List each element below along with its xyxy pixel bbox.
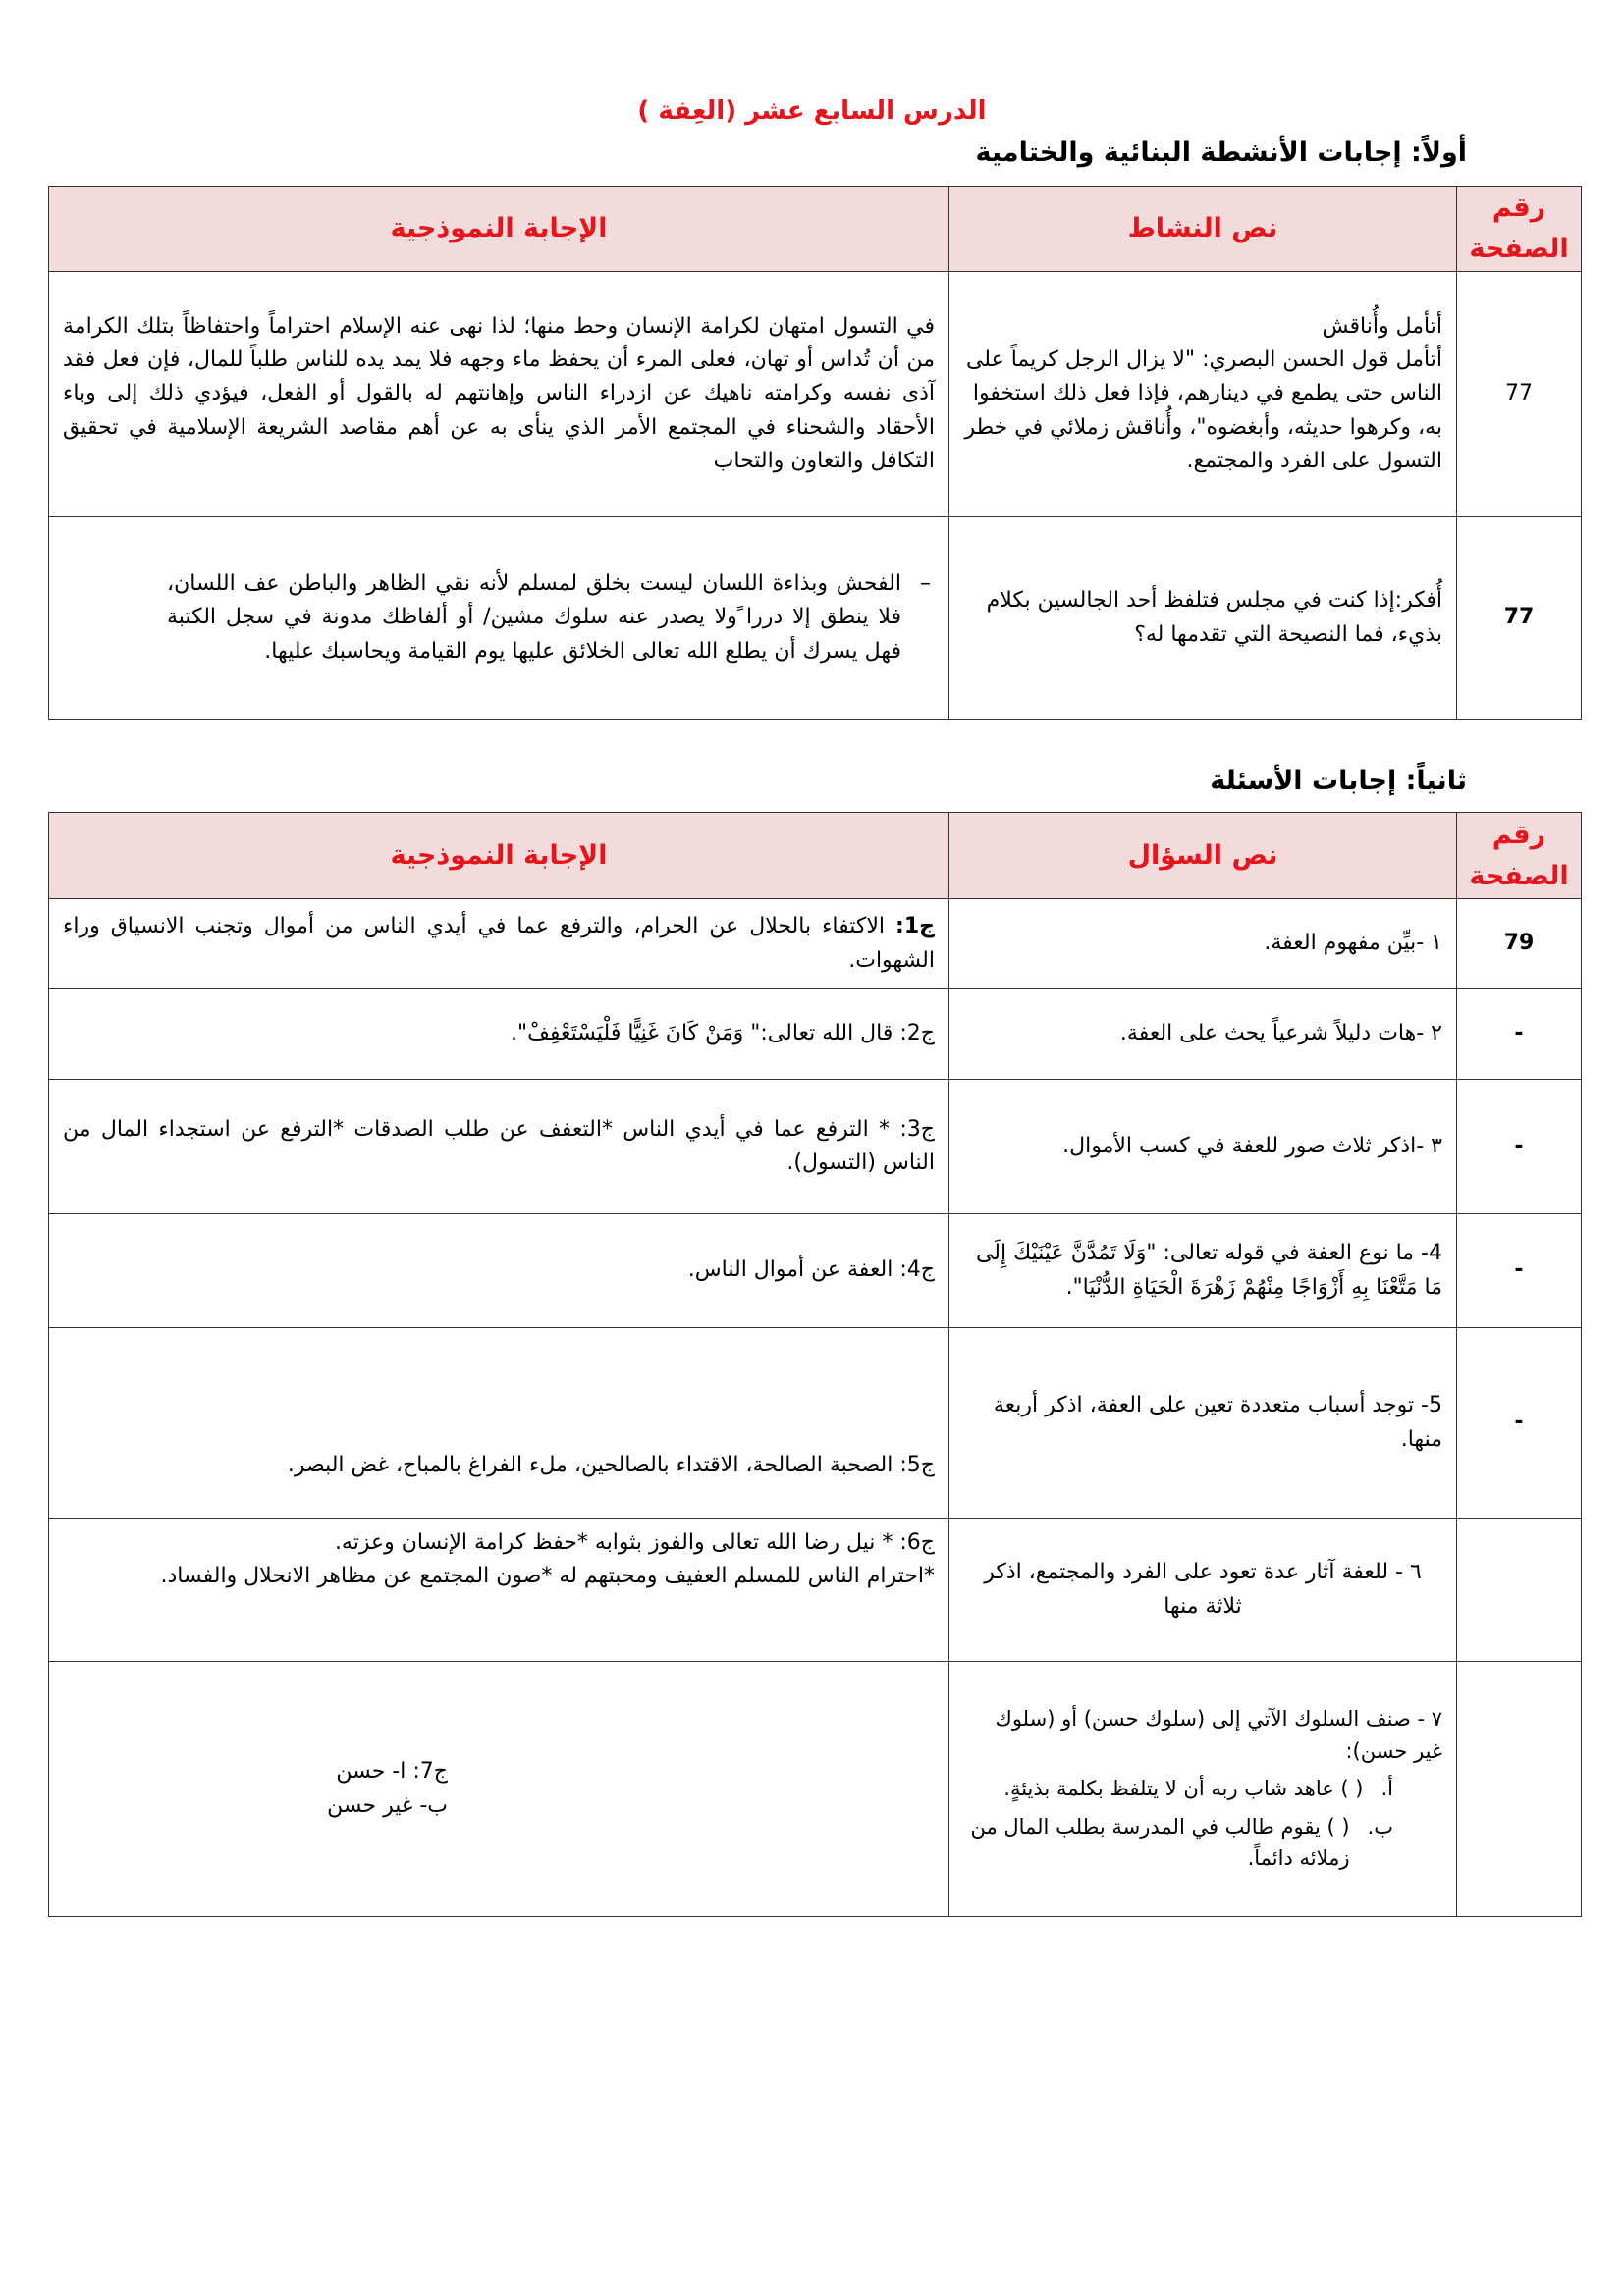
model-answer: [49, 1328, 949, 1519]
answer-text: الصحبة الصالحة، الاقتداء بالصالحين، ملء الفراغ بالمباح، غض البصر.: [287, 1452, 893, 1477]
answer-text: العفة عن أموال الناس.: [687, 1257, 893, 1283]
answer-label: ج6:: [899, 1530, 935, 1555]
item-text: ( ) يقوم طالب في المدرسة بطلب المال من زملائه دائماً.: [970, 1814, 1350, 1871]
table-row: [49, 272, 1582, 517]
question-text: 4- ما نوع العفة في قوله تعالى: "وَلَا تَمُدَّنَّ عَيْنَيْكَ إِلَى مَا مَتَّعْنَا بِهِ أَزْوَاجًا مِنْهُمْ زَهْرَةَ الْحَيَاةِ الدُّنْيَا".: [949, 1214, 1457, 1328]
answer-line: ب- غير حسن: [327, 1792, 448, 1818]
question-text: ٣ -اذكر ثلاث صور للعفة في كسب الأموال.: [949, 1080, 1457, 1214]
model-answer: [49, 517, 949, 720]
activity-text: [949, 517, 1457, 720]
header-page: رقم الصفحة: [1457, 187, 1582, 272]
answer-bullet: – الفحش وبذاءة اللسان ليست بخلق لمسلم لأنه نقي الظاهر والباطن عف اللسان، فلا ينطق إلا دررا ًولا يصدر عنه سلوك مشين/ أو ألفاظك مدونة في سجل الكتبة فهل يسرك أن يطلع الله تعالى الخلائق عليها يوم القيامة ويحاسبك عليها.: [167, 567, 935, 667]
answer-line: *احترام الناس للمسلم العفيف ومحبتهم له *صون المجتمع عن مظاهر الانحلال والفساد.: [160, 1564, 935, 1589]
answer-text: ا- حسن: [336, 1759, 406, 1785]
table-row: [49, 1519, 1582, 1662]
answer-line: [63, 1526, 935, 1560]
answer-label: ج2:: [899, 1021, 935, 1046]
question-stem: ٧ - صنف السلوك الآتي إلى (سلوك حسن) أو (سلوك غير حسن):: [995, 1707, 1442, 1763]
model-answer: [49, 899, 949, 989]
header-activity: نص النشاط: [949, 187, 1457, 272]
page-number: 79: [1457, 899, 1582, 989]
answer-label: ج1:: [895, 914, 935, 939]
page-number: 77: [1457, 272, 1582, 517]
questions-table: [48, 812, 1582, 1917]
answer-text: * الترفع عما في أيدي الناس *التعفف عن طلب الصدقات *الترفع عن استجداء المال من الناس (التسول).: [63, 1116, 935, 1175]
header-page: رقم الصفحة: [1457, 813, 1582, 899]
model-answer: [49, 1662, 949, 1917]
table-row: [49, 517, 1582, 720]
question-text: ٦ - للعفة آثار عدة تعود على الفرد والمجتمع، اذكر ثلاثة منها: [949, 1519, 1457, 1662]
item-marker: أ.: [1380, 1777, 1393, 1801]
question-sub-item: [963, 1773, 1442, 1805]
table-header-row: [49, 813, 1582, 899]
question-text: [949, 1662, 1457, 1917]
activities-table: [48, 186, 1582, 720]
answer-text: * نيل رضا الله تعالى والفوز بثوابه *حفظ كرامة الإنسان وعزته.: [334, 1530, 893, 1555]
page-number: -: [1457, 1080, 1582, 1214]
page-number: 77: [1457, 517, 1582, 720]
activity-text: [949, 272, 1457, 517]
answer-text: قال الله تعالى:" وَمَنْ كَانَ غَنِيًّا فَلْيَسْتَعْفِفْ".: [511, 1021, 893, 1046]
activity-line: أتأمل قول الحسن البصري: "لا يزال الرجل كريماً على الناس حتى يطمع في دينارهم، فإذا فعل ذلك استخفوا به، وكرهوا حديثه، وأبغضوه"، وأُناقش زملائي في خطر التسول على الفرد والمجتمع.: [964, 347, 1442, 473]
table-row: [49, 899, 1582, 989]
answer-label: ج5:: [899, 1452, 935, 1477]
table-row: [49, 1080, 1582, 1214]
activity-line: أُفكر:إذا كنت في مجلس فتلفظ أحد الجالسين بكلام بذيء، فما النصيحة التي تقدمها له؟: [986, 588, 1442, 647]
page-number: -: [1457, 989, 1582, 1080]
answer-label: ج4:: [899, 1257, 935, 1283]
answer-block: [63, 1755, 909, 1822]
question-text: ٢ -هات دليلاً شرعياً يحث على العفة.: [949, 989, 1457, 1080]
answer-label: ج3:: [899, 1116, 935, 1142]
item-marker: ب.: [1367, 1814, 1393, 1839]
header-answer: الإجابة النموذجية: [49, 813, 949, 899]
activity-line: أتأمل وأُناقش: [1322, 314, 1442, 340]
answer-label: ج7:: [412, 1759, 448, 1785]
model-answer: [49, 989, 949, 1080]
model-answer: [49, 1214, 949, 1328]
section2-heading: ثانياً: إجابات الأسئلة: [1210, 766, 1467, 796]
answer-text: الاكتفاء بالحلال عن الحرام، والترفع عما في أيدي الناس من أموال وتجنب الانسياق وراء الشهوات.: [63, 914, 935, 973]
answer-line: [63, 1755, 448, 1789]
page-number: [1457, 1662, 1582, 1917]
model-answer: في التسول امتهان لكرامة الإنسان وحط منها؛ لذا نهى عنه الإسلام احتراماً واحتفاظاً بتلك الكرامة من أن تُداس أو تهان، فعلى المرء أن يحفظ ماء وجهه فلا يمد يده للناس طلباً للمال، فإن فعل فقد آذى نفسه وكرامته ناهيك عن ازدراء الناس وإهانتهم له بالقول أو الفعل، فيؤدي ذلك إلى وباء الأحقاد والشحناء في المجتمع الأمر الذي ينأى به عن أهم مقاصد الشريعة الإسلامية في تحقيق التكافل والتعاون والتحاب: [49, 272, 949, 517]
model-answer: [49, 1519, 949, 1662]
question-text: ١ -بيِّن مفهوم العفة.: [949, 899, 1457, 989]
table-row: [49, 1214, 1582, 1328]
page-number: -: [1457, 1214, 1582, 1328]
page-number: [1457, 1519, 1582, 1662]
question-text: 5- توجد أسباب متعددة تعين على العفة، اذكر أربعة منها.: [949, 1328, 1457, 1519]
table-header-row: [49, 187, 1582, 272]
page-number: -: [1457, 1328, 1582, 1519]
model-answer: [49, 1080, 949, 1214]
page-title: الدرس السابع عشر (العِفة ): [637, 96, 987, 126]
header-question: نص السؤال: [949, 813, 1457, 899]
item-text: ( ) عاهد شاب ربه أن لا يتلفظ بكلمة بذيئةٍ.: [1003, 1777, 1364, 1801]
header-answer: الإجابة النموذجية: [49, 187, 949, 272]
table-row: [49, 1328, 1582, 1519]
question-sub-item: [963, 1811, 1442, 1875]
table-row: [49, 989, 1582, 1080]
table-row: [49, 1662, 1582, 1917]
section1-heading: أولاً: إجابات الأنشطة البنائية والختامية: [975, 137, 1467, 168]
